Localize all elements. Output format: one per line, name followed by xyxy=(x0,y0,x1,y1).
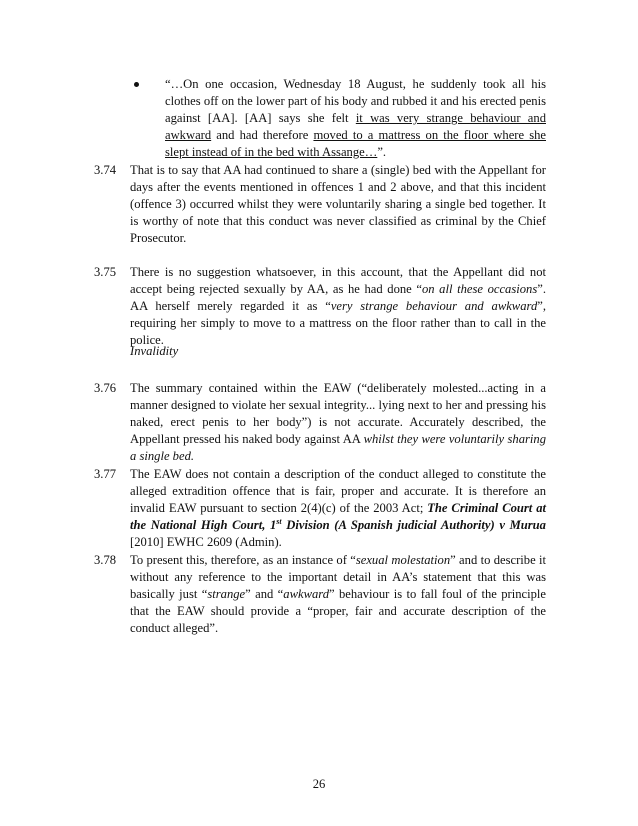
bullet-point-icon xyxy=(134,82,139,87)
text-run: To present this, therefore, as an instance of “ xyxy=(130,553,356,567)
paragraph-text xyxy=(130,264,546,349)
bullet-underlined-1: it was very strange behaviour and awkward xyxy=(165,111,546,142)
italic-run: very strange behaviour and awkward xyxy=(330,299,538,313)
paragraph-number: 3.78 xyxy=(94,553,117,567)
italic-run: whilst they were voluntarily sharing a single bed. xyxy=(130,432,546,463)
italic-run: awkward xyxy=(283,587,329,601)
bullet-text-3: ”. xyxy=(377,145,387,159)
text-run: ” behaviour is to fall foul of the principle that the EAW should provide a “proper, fair and accurate description of the conduct alleged”. xyxy=(130,587,546,635)
bullet-underlined-2: moved to a mattress on the floor where she slept instead of in the bed with Assange… xyxy=(165,128,546,159)
section-heading: Invalidity xyxy=(130,344,179,358)
superscript: st xyxy=(276,516,282,526)
paragraph-text: That is to say that AA had continued to share a (single) bed with the Appellant for days after the events mentioned in offences 1 and 2 above, and that this incident (offence 3) occurred whilst they were voluntarily sharing a single bed together. It is worthy of note that this conduct was never classified as criminal by the Chief Prosecutor. xyxy=(130,163,546,245)
paragraph-number: 3.77 xyxy=(94,467,117,481)
text-run: ” and “ xyxy=(245,587,284,601)
italic-run: on all these occasions xyxy=(421,282,538,296)
case-name-run: Division (A Spanish judicial Authority) v Murua xyxy=(281,518,546,532)
text-run: ” and to describe it without any reference to the important detail in AA’s statement that this was basically just “ xyxy=(130,553,546,601)
paragraph-number: 3.75 xyxy=(94,265,117,279)
text-run: The summary contained within the EAW (“deliberately molested...acting in a manner designed to violate her sexual integrity... lying next to her and pressing his naked, erect penis to her body”) is not accurate. Accurately described, the Appellant pressed his naked body against AA xyxy=(130,381,546,446)
text-run: The EAW does not contain a description of the conduct alleged to constitute the alleged extradition offence that is fair, proper and accurate. It is therefore an invalid EAW pursuant to section 2(4)(c) of the 2003 Act; xyxy=(130,467,546,515)
paragraph-text xyxy=(130,380,546,465)
text-run: ”, requiring her simply to move to a mattress on the floor rather than to call in the police. xyxy=(130,299,546,347)
italic-run: strange xyxy=(207,587,246,601)
paragraph-text xyxy=(130,466,546,551)
bullet-text-1: “…On one occasion, Wednesday 18 August, he suddenly took all his clothes off on the lower part of his body and rubbed it and his erected penis against [AA]. [AA] says she felt xyxy=(165,77,546,125)
case-name-run: The Criminal Court at the National High Court, 1 xyxy=(130,501,547,532)
italic-run: sexual molestation xyxy=(355,553,451,567)
text-run: ”. AA herself merely regarded it as “ xyxy=(130,282,546,313)
paragraph-text xyxy=(130,552,546,637)
paragraph-number: 3.76 xyxy=(94,381,117,395)
page-number: 26 xyxy=(312,777,326,791)
text-run: [2010] EWHC 2609 (Admin). xyxy=(130,535,282,549)
text-run: There is no suggestion whatsoever, in this account, that the Appellant did not accept being rejected sexually by AA, as he had done “ xyxy=(130,265,546,296)
paragraph-number: 3.74 xyxy=(94,163,117,177)
bullet-quote-text xyxy=(165,76,546,161)
bullet-text-2: and had therefore xyxy=(211,128,314,142)
